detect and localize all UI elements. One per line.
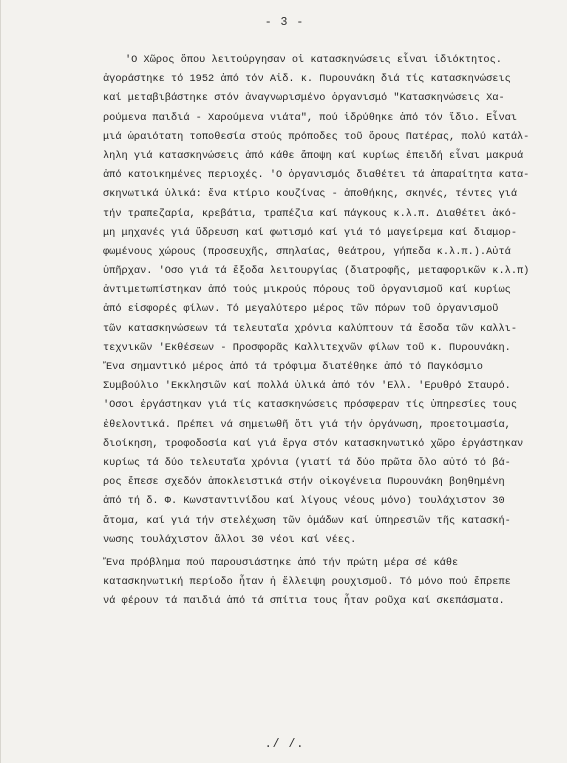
text-line: κυρίως τά δύο τελευταῖα χρόνια (γιατί τά δύο πρῶτα ὅλο αὐτό τό βά-	[103, 456, 511, 469]
text-line: μιά ὡραιότατη τοποθεσία στούς πρόποδες τοῦ ὄρους Πατέρας, πολύ κατάλ-	[103, 130, 530, 143]
text-line: ἐθελοντικά. Πρέπει νά σημειωθῆ ὅτι γιά τήν ὀργάνωση, προετοιμασία,	[103, 418, 511, 431]
text-line: ρούμενα παιδιά - Χαρούμενα νιάτα", πού ἱδρύθηκε ἀπό τόν ἴδιο. Εἶναι	[103, 111, 518, 124]
text-line: 'Οσοι ἐργάστηκαν γιά τίς κατασκηνώσεις πρόσφεραν τίς ὑπηρεσίες τους	[103, 399, 518, 412]
text-line: ληλη γιά κατασκηνώσεις ἀπό κάθε ἄποψη καί κυρίως ἐπειδή εἶναι μακρυά	[103, 149, 524, 162]
text-line: ρος ἔπεσε σχεδόν ἀποκλειστικά στήν οἰκογένεια Πυρουνάκη βοηθημένη	[103, 476, 505, 489]
text-line: μη μηχανές γιά ὕδρευση καί φωτισμό καί γιά τό μαγείρεμα καί διαμορ-	[103, 226, 518, 239]
text-line: ὑπῆρχαν. 'Οσο γιά τά ἔξοδα λειτουργίας (διατροφῆς, μεταφορικῶν κ.λ.π)	[103, 265, 530, 278]
text-line: διοίκηση, τροφοδοσία καί γιά ἔργα στόν κατασκηνωτικό χῶρο ἐργάστηκαν	[103, 437, 524, 450]
text-line: σκηνωτικά ὑλικά: ἕνα κτίριο κουζίνας - ἀποθήκης, σκηνές, τέντες γιά	[103, 188, 518, 201]
body-text	[103, 51, 563, 611]
text-line: τῶν κατασκηνώσεων τά τελευταῖα χρόνια καλύπτουν τά ἔσοδα τῶν καλλι-	[103, 322, 518, 335]
text-line: Συμβούλιο 'Εκκλησιῶν καί πολλά ὑλικά ἀπό τόν 'Ελλ. 'Ερυθρό Σταυρό.	[103, 380, 511, 393]
text-line: κατασκηνωτική περίοδο ἦταν ἡ ἔλλειψη ρουχισμοῦ. Τό μόνο πού ἔπρεπε	[103, 576, 511, 589]
text-line: φωμένους χώρους (προσευχῆς, σπηλαίας, θεάτρου, γήπεδα κ.λ.π.).Αὐτά	[103, 245, 511, 258]
text-line: Ἕνα σημαντικό μέρος ἀπό τά τρόφιμα διατέθηκε ἀπό τό Παγκόσμιο	[106, 361, 483, 373]
text-line: ἀπό κατοικημένες περιοχές. 'Ο ὀργανισμός διαθέτει τά ἀπαραίτητα κατα-	[103, 169, 530, 182]
text-line: 'Ο Χῶρος ὅπου λειτούργησαν οἱ κατασκηνώσεις εἶναι ἰδιόκτητος.	[125, 54, 502, 66]
text-line: ἀγοράστηκε τό 1952 ἀπό τόν Αἰδ. κ. Πυρουνάκη διά τίς κατασκηνώσεις	[103, 73, 511, 86]
text-line: καί μεταβιβάστηκε στόν ἀναγνωρισμένο ὀργανισμό "Κατασκηνώσεις Χα-	[103, 92, 505, 105]
continuation-mark: ./ /.	[264, 738, 305, 751]
text-line: Ἕνα πρόβλημα πού παρουσιάστηκε ἀπό τήν πρώτη μέρα σέ κάθε	[106, 556, 459, 569]
text-line: νά φέρουν τά παιδιά ἀπό τά σπίτια τους ἦταν ροῦχα καί σκεπάσματα.	[103, 595, 505, 608]
text-line: νωσης τουλάχιστον ἄλλοι 30 νέοι καί νέες.	[103, 533, 357, 546]
text-line: ἀντιμετωπίστηκαν ἀπό τούς μικρούς πόρους τοῦ ὀργανισμοῦ καί κυρίως	[103, 284, 511, 297]
text-line: τεχνικῶν 'Εκθέσεων - Προσφορᾶς Καλλιτεχνῶν φίλων τοῦ κ. Πυρουνάκη.	[103, 341, 511, 354]
text-line: ἄτομα, καί γιά τήν στελέχωση τῶν ὁμάδων καί ὑπηρεσιῶν τῆς κατασκή-	[103, 514, 511, 527]
text-line: ἀπό εἰσφορές φίλων. Τό μεγαλύτερο μέρος τῶν πόρων τοῦ ὀργανισμοῦ	[103, 303, 499, 316]
text-line: τήν τραπεζαρία, κρεβάτια, τραπέζια καί πάγκους κ.λ.π. Διαθέτει ἀκό-	[103, 207, 518, 220]
page-number: - 3 -	[264, 16, 305, 29]
text-line: ἀπό τή δ. Φ. Κωνσταντινίδου καί λίγους νέους μόνο) τουλάχιστον 30	[103, 495, 505, 508]
